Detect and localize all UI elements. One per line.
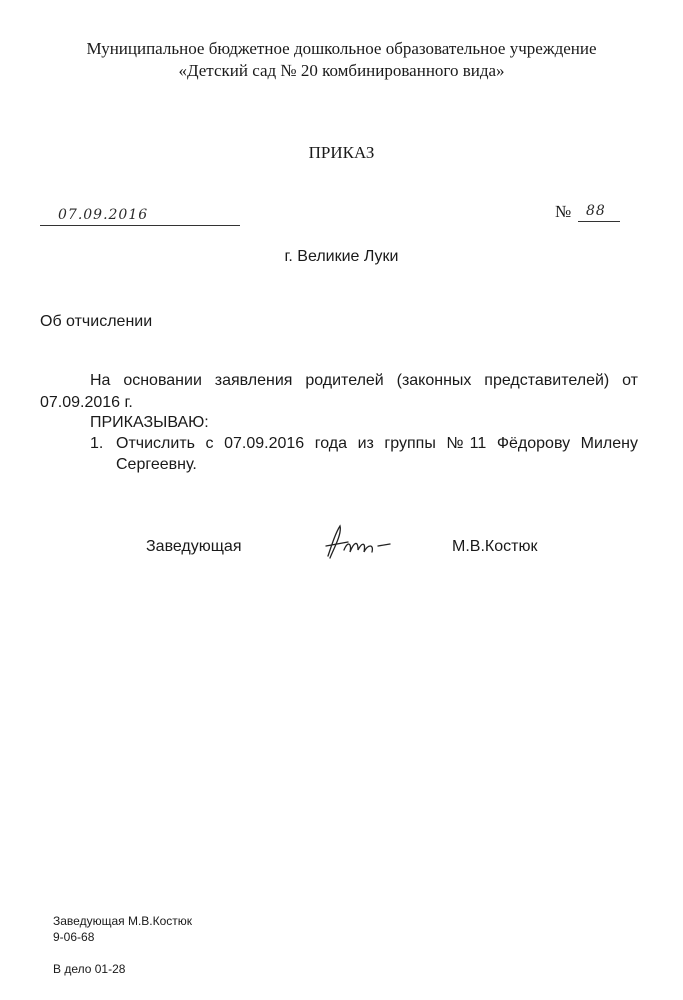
number-label: №	[555, 202, 572, 221]
org-name-line1: Муниципальное бюджетное дошкольное образовательное учреждение	[86, 39, 597, 58]
date-handwritten: 07.09.2016	[58, 207, 149, 223]
signature-scribble	[318, 520, 410, 562]
footer-executor: Заведующая М.В.Костюк	[53, 914, 193, 928]
item1-number: 1.	[90, 435, 104, 452]
basis-line2: 07.09.2016 г.	[40, 394, 133, 411]
subject: Об отчислении	[40, 313, 153, 330]
footer-phone: 9-06-68	[53, 930, 95, 944]
org-name-line2: «Детский сад № 20 комбинированного вида»	[178, 61, 505, 80]
city: г. Великие Луки	[284, 248, 399, 265]
item1-line1: Отчислить с 07.09.2016 года из группы №11 Фёдорову Милену	[116, 435, 638, 452]
item1-line2: Сергеевну.	[116, 456, 197, 473]
number-handwritten: 88	[586, 203, 606, 219]
basis-line1: На основании заявления родителей (законных представителей) от	[90, 372, 638, 389]
footer-file-note: В дело 01-28	[53, 962, 126, 976]
number-field	[578, 203, 620, 222]
date-field	[40, 207, 240, 226]
signature-position: Заведующая	[146, 538, 242, 555]
doc-title: ПРИКАЗ	[308, 143, 375, 162]
signature-name: М.В.Костюк	[452, 538, 538, 555]
order-word: ПРИКАЗЫВАЮ:	[90, 414, 209, 431]
